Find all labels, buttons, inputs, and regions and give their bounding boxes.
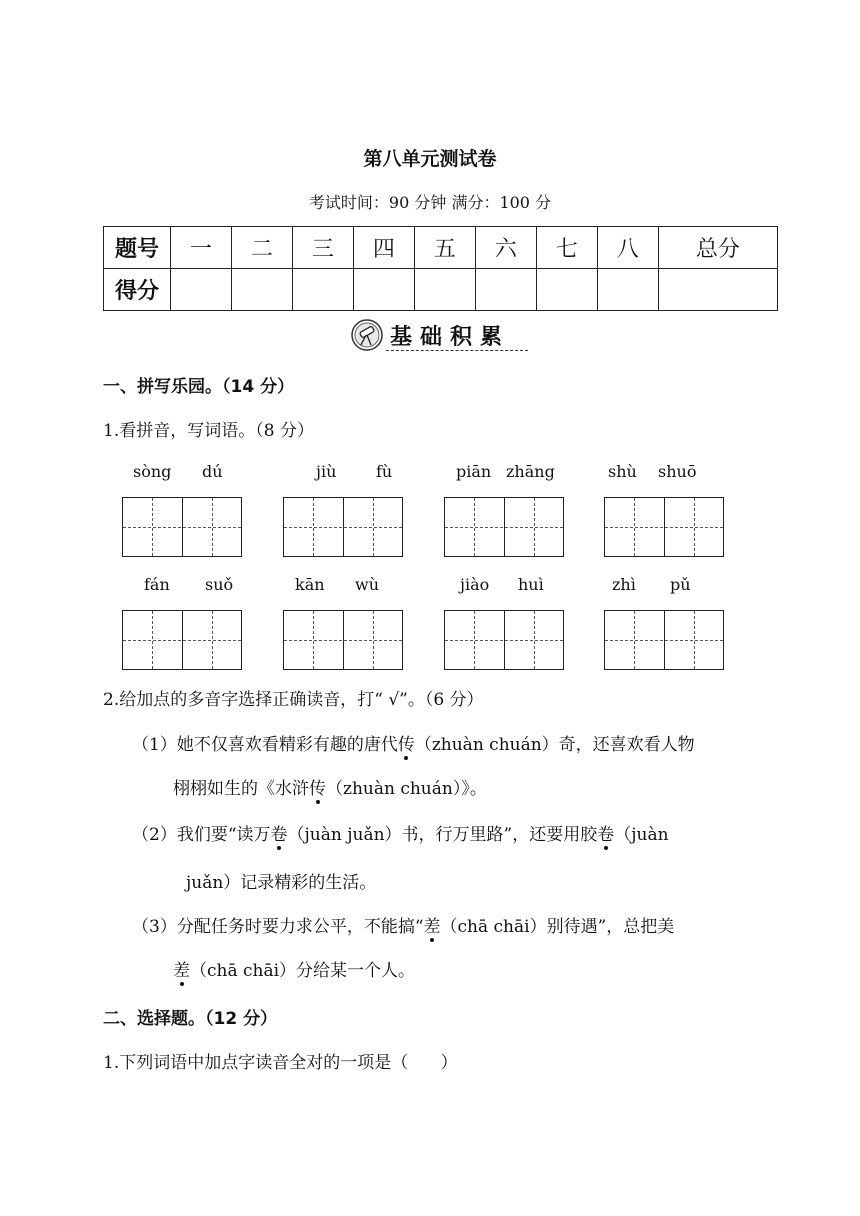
pinyin-label: shuō: [658, 462, 697, 481]
dotted-char: 卷: [597, 820, 614, 845]
dotted-char: 传: [309, 774, 326, 799]
question-1-title: 1.看拼音，写词语。（8 分）: [103, 421, 314, 441]
dotted-char: 卷: [271, 820, 288, 845]
pinyin-label: piān: [456, 462, 492, 481]
page-title: 第八单元测试卷: [363, 148, 497, 170]
pinyin-label: fán: [144, 575, 170, 594]
writing-grid[interactable]: [122, 610, 242, 670]
score-cell[interactable]: [597, 269, 658, 311]
pinyin-label: jiù: [316, 462, 337, 481]
pinyin-label: jiào: [460, 575, 490, 594]
pinyin-label: wù: [355, 575, 379, 594]
writing-grid[interactable]: [283, 497, 403, 557]
pinyin-label: fù: [376, 462, 393, 481]
score-cell[interactable]: [292, 269, 353, 311]
score-cell[interactable]: [171, 269, 232, 311]
dotted-char: 差: [424, 912, 441, 937]
sentence-3-line-1: （3）分配任务时要力求公平，不能搞“差（chā chāi）别待遇”，总把美: [132, 912, 674, 937]
pinyin-label: dú: [202, 462, 223, 481]
pinyin-label: shù: [608, 462, 637, 481]
score-table-header-row: [104, 227, 778, 269]
score-cell[interactable]: [353, 269, 414, 311]
exam-info: 考试时间：90 分钟 满分：100 分: [308, 193, 552, 212]
col-3: 三: [292, 227, 353, 269]
banner-text: 基础积累: [390, 325, 511, 350]
pinyin-label: huì: [518, 575, 544, 594]
col-7: 七: [536, 227, 597, 269]
col-4: 四: [353, 227, 414, 269]
writing-grid[interactable]: [444, 497, 564, 557]
sentence-1-line-1: （1）她不仅喜欢看精彩有趣的唐代传（zhuàn chuán）奇，还喜欢看人物: [132, 730, 695, 755]
sentence-1-line-2: 栩栩如生的《水浒传（zhuàn chuán）》。: [173, 774, 487, 799]
banner-underline: [386, 350, 528, 351]
writing-grid[interactable]: [283, 610, 403, 670]
score-table: [103, 226, 778, 311]
pinyin-label: suǒ: [205, 575, 234, 594]
col-5: 五: [414, 227, 475, 269]
sentence-2-line-2: juǎn）记录精彩的生活。: [186, 873, 377, 893]
score-cell[interactable]: [231, 269, 292, 311]
sentence-3-line-2: 差（chā chāi）分给某一个人。: [173, 956, 415, 981]
sentence-2-line-1: （2）我们要“读万卷（juàn juǎn）书，行万里路”，还要用胶卷（juàn: [132, 820, 669, 845]
section-2-question-1: 1.下列词语中加点字读音全对的一项是（ ）: [103, 1053, 458, 1073]
col-total: 总分: [658, 227, 777, 269]
pinyin-label: kān: [295, 575, 325, 594]
col-8: 八: [597, 227, 658, 269]
writing-grid[interactable]: [604, 497, 724, 557]
score-cell[interactable]: [536, 269, 597, 311]
row-head-number: 题号: [104, 227, 171, 269]
pinyin-label: sòng: [133, 462, 172, 481]
section-2-title: 二、选择题。（12 分）: [103, 1009, 278, 1029]
pinyin-label: pǔ: [670, 575, 691, 594]
score-cell[interactable]: [414, 269, 475, 311]
writing-grid[interactable]: [122, 497, 242, 557]
writing-grid[interactable]: [604, 610, 724, 670]
section-banner: [350, 318, 530, 354]
col-1: 一: [171, 227, 232, 269]
col-6: 六: [475, 227, 536, 269]
score-table-score-row: [104, 269, 778, 311]
score-cell[interactable]: [475, 269, 536, 311]
pinyin-label: zhì: [612, 575, 636, 594]
pinyin-label: zhāng: [506, 462, 555, 481]
dotted-char: 差: [173, 956, 190, 981]
row-head-score: 得分: [104, 269, 171, 311]
dotted-char: 传: [398, 730, 415, 755]
writing-grid[interactable]: [444, 610, 564, 670]
score-cell[interactable]: [658, 269, 777, 311]
col-2: 二: [231, 227, 292, 269]
question-2-title: 2.给加点的多音字选择正确读音，打“ √”。（6 分）: [103, 690, 484, 710]
section-1-title: 一、拼写乐园。（14 分）: [103, 377, 295, 397]
telescope-icon: [350, 318, 384, 352]
